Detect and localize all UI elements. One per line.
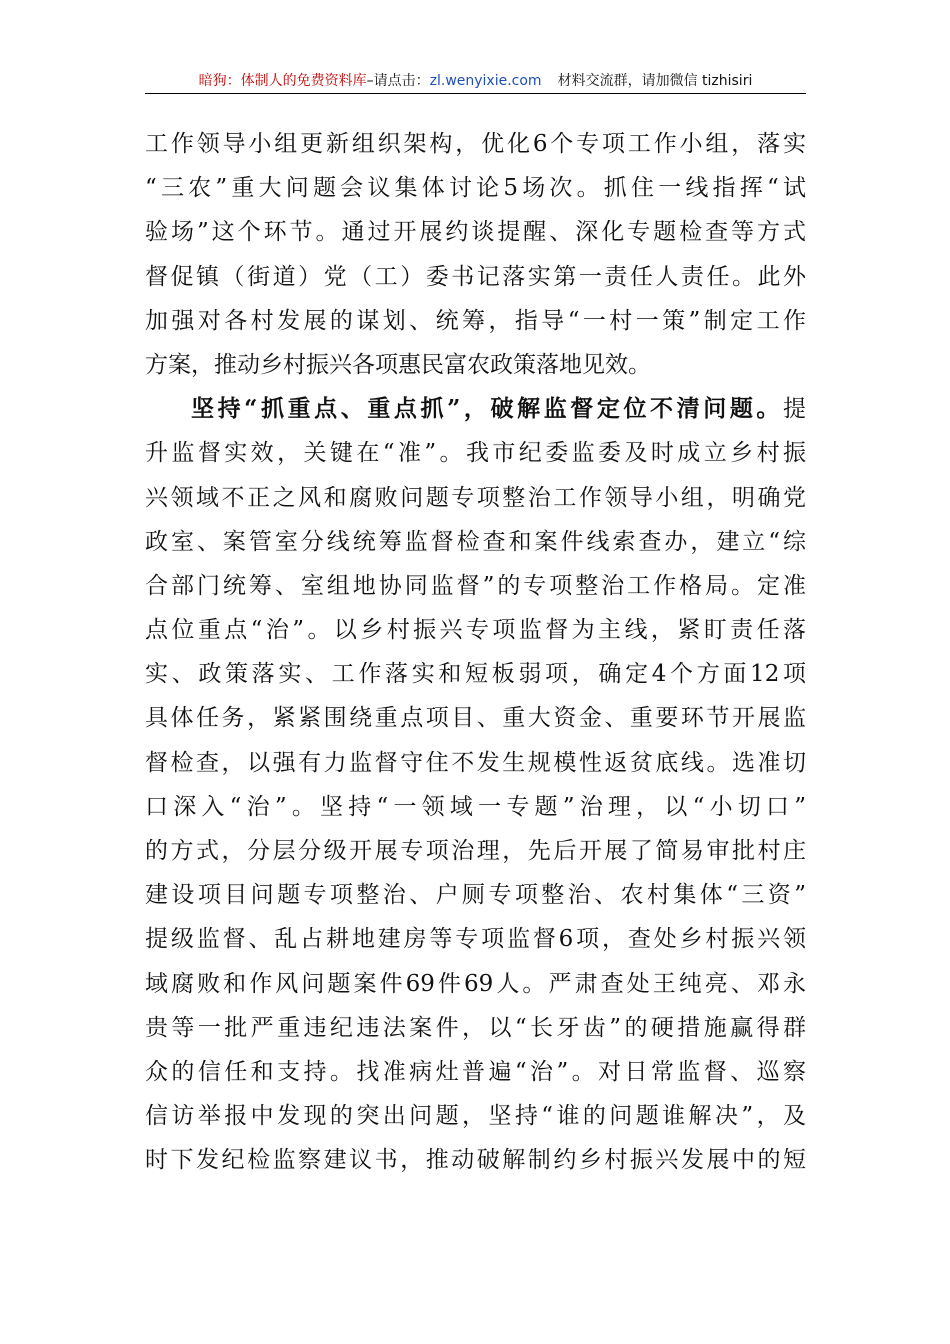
header-wechat-note: 材料交流群，请加微信 tizhisiri (557, 73, 753, 89)
header-url-link[interactable]: zl.wenyixie.com (429, 73, 542, 89)
header-site-name: 暗狗：体制人的免费资料库 (198, 73, 367, 89)
paragraph2-line: 升监督实效，关键在“准”。我市纪委监委及时成立乡村振 (145, 440, 806, 467)
paragraph1-line: 加强对各村发展的谋划、统筹，指导“一村一策”制定工作 (145, 307, 806, 334)
paragraph1-line: 督促镇（街道）党（工）委书记落实第一责任人责任。此外 (145, 263, 806, 290)
paragraph2-line: 域腐败和作风问题案件69件69人。严肃查处王纯亮、邓永 (145, 970, 806, 997)
page-header (145, 68, 806, 94)
paragraph1-line: 方案，推动乡村振兴各项惠民富农政策落地见效。 (145, 351, 651, 378)
paragraph2-heading: 坚持“抓重点、重点抓”，破解监督定位不清问题。 (191, 395, 783, 423)
paragraph2-line: 督检查，以强有力监督守住不发生规模性返贫底线。选准切 (145, 749, 806, 776)
paragraph2-line: 众的信任和支持。找准病灶普遍“治”。对日常监督、巡察 (145, 1058, 806, 1085)
paragraph1-line: 工作领导小组更新组织架构，优化6个专项工作小组，落实 (145, 131, 806, 157)
paragraph2-line: 合部门统筹、室组地协同监督”的专项整治工作格局。定准 (145, 572, 806, 599)
header-click-prompt: –请点击： (366, 73, 430, 89)
paragraph1-line: “三农”重大问题会议集体讨论5场次。抓住一线指挥“试 (145, 175, 806, 202)
paragraph2-line: 点位重点“治”。以乡村振兴专项监督为主线，紧盯责任落 (145, 617, 806, 644)
paragraph2-line: 实、政策落实、工作落实和短板弱项，确定4个方面12项 (145, 661, 806, 688)
paragraph2-line: 兴领域不正之风和腐败问题专项整治工作领导小组，明确党 (145, 484, 806, 511)
paragraph2-line: 口深入“治”。坚持“一领域一专题”治理，以“小切口” (145, 793, 806, 820)
paragraph1-line: 验场”这个环节。通过开展约谈提醒、深化专题检查等方式 (145, 219, 806, 246)
paragraph2-line: 具体任务，紧紧围绕重点项目、重大资金、重要环节开展监 (145, 705, 806, 732)
paragraph2-first-line (145, 387, 806, 431)
paragraph2-line: 贵等一批严重违纪违法案件，以“长牙齿”的硬措施赢得群 (145, 1014, 806, 1041)
paragraph2-line: 的方式，分层分级开展专项治理，先后开展了简易审批村庄 (145, 838, 806, 864)
paragraph2-first-line-rest: 提 (783, 396, 806, 423)
paragraph2-line: 建设项目问题专项整治、户厕专项整治、农村集体“三资” (145, 882, 806, 909)
document-body (145, 122, 806, 1183)
paragraph2-line: 时下发纪检监察建议书，推动破解制约乡村振兴发展中的短 (145, 1147, 806, 1174)
paragraph2-line: 提级监督、乱占耕地建房等专项监督6项，查处乡村振兴领 (145, 926, 806, 953)
paragraph2-line: 信访举报中发现的突出问题，坚持“谁的问题谁解决”，及 (145, 1103, 806, 1130)
paragraph2-line: 政室、案管室分线统筹监督检查和案件线索查办，建立“综 (145, 528, 806, 555)
